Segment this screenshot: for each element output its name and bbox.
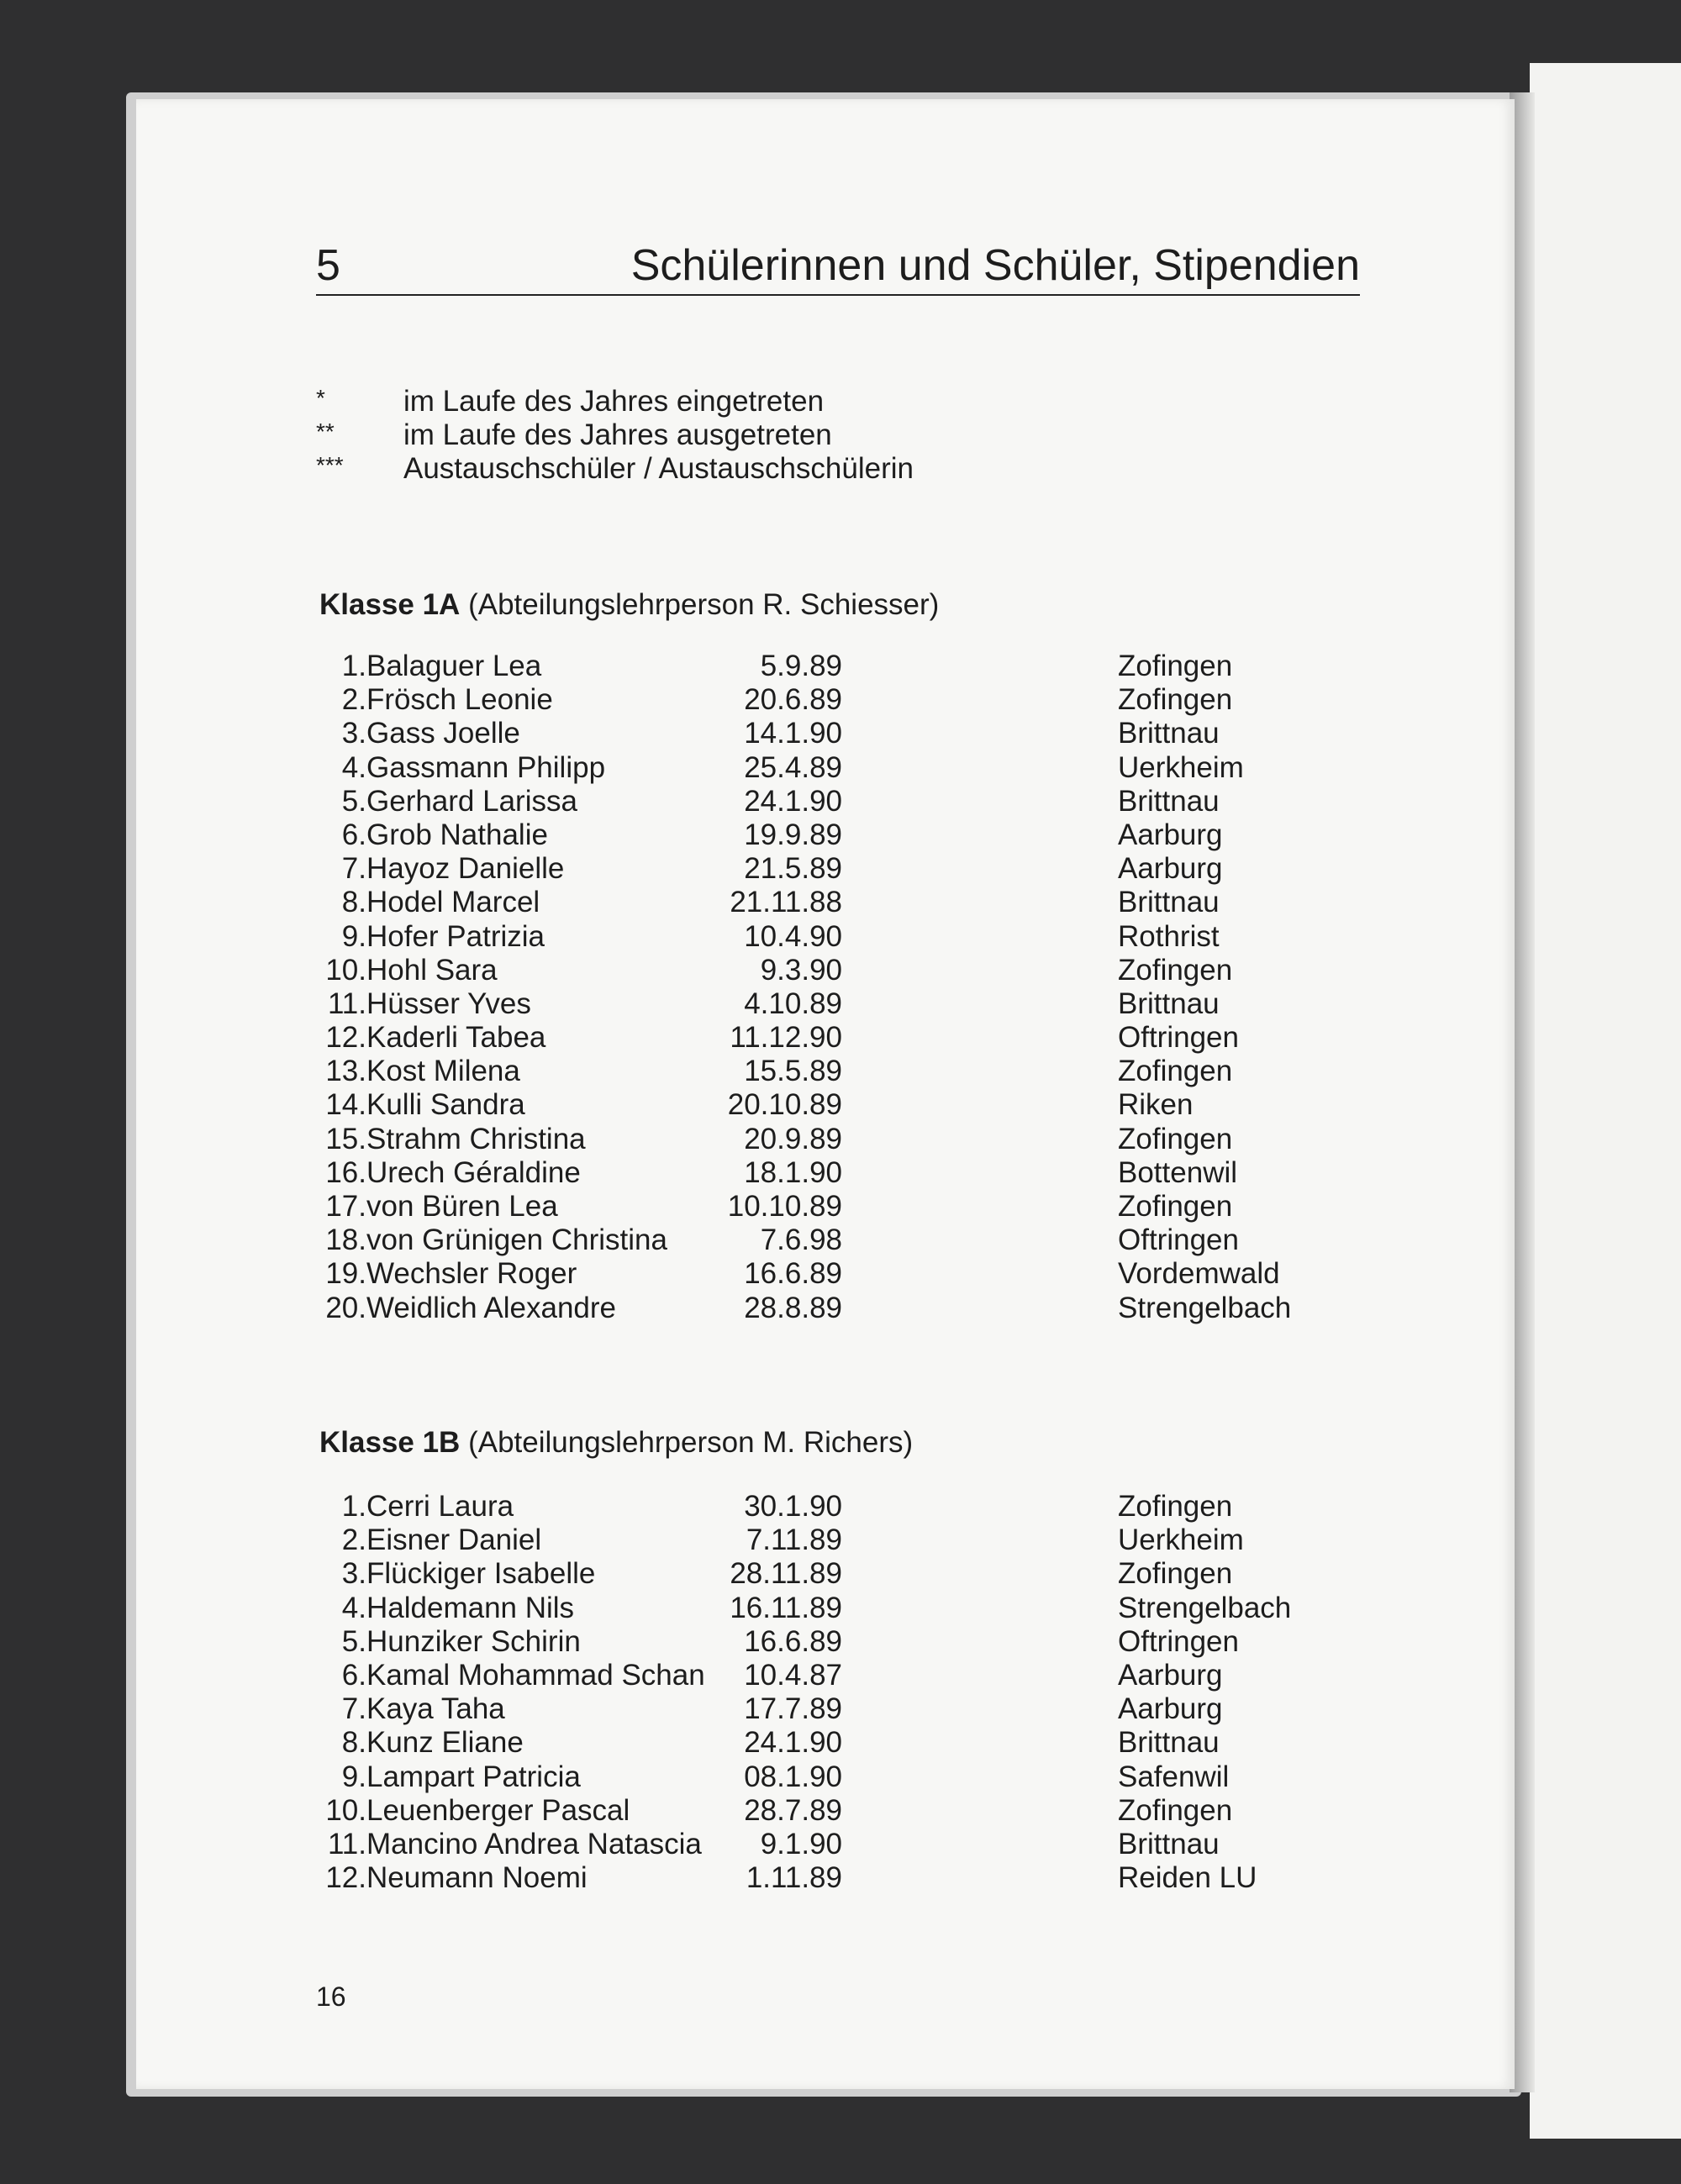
legend-text: im Laufe des Jahres eingetreten [403,385,825,418]
student-row [319,1625,1362,1659]
student-row [319,818,1362,852]
chapter-title: Schülerinnen und Schüler, Stipendien [630,241,1360,290]
home-town: Rothrist [1118,919,1220,953]
home-town: Riken [1118,1088,1194,1122]
birth-date: 16.6.89 [744,1624,842,1658]
student-row [319,1794,1362,1828]
class-1a-roster [319,650,1362,1325]
student-row [319,751,1362,785]
birth-date: 28.7.89 [744,1793,842,1827]
student-name: Kaya Taha [366,1692,505,1726]
student-name: Hofer Patrizia [366,919,545,953]
birth-date: 20.6.89 [744,683,842,717]
page-number: 16 [316,1981,346,2012]
home-town: Uerkheim [1118,750,1244,784]
student-number: 14. [325,1088,366,1122]
birth-date: 24.1.90 [744,784,842,818]
student-row [319,1088,1362,1122]
home-town: Oftringen [1118,1021,1239,1055]
student-name: Balaguer Lea [366,650,542,682]
class-1b-roster [319,1490,1362,1895]
student-row [319,683,1362,717]
chapter-number: 5 [316,241,340,290]
home-town: Zofingen [1118,1490,1233,1523]
student-name: von Büren Lea [366,1190,558,1223]
birth-date: 21.11.88 [730,886,842,919]
student-number: 10. [325,1793,366,1827]
student-name: Kaderli Tabea [366,1021,546,1055]
student-number: 6. [341,1658,366,1692]
birth-date: 15.5.89 [744,1055,842,1088]
birth-date: 20.9.89 [744,1122,842,1155]
student-row [319,852,1362,886]
student-number: 4. [341,750,366,784]
home-town: Aarburg [1118,818,1223,851]
class-1b-label: Klasse 1B [319,1426,461,1459]
birth-date: 5.9.89 [760,650,842,682]
birth-date: 9.1.90 [760,1827,842,1860]
student-number: 5. [341,784,366,818]
student-row [319,717,1362,750]
student-name: Kost Milena [366,1055,520,1088]
home-town: Oftringen [1118,1624,1239,1658]
birth-date: 20.10.89 [727,1088,842,1122]
student-row [319,1224,1362,1257]
birth-date: 28.8.89 [744,1291,842,1324]
birth-date: 7.6.98 [760,1224,842,1257]
student-name: Kunz Eliane [366,1726,524,1760]
student-row [319,886,1362,919]
student-row [319,1828,1362,1861]
birth-date: 10.4.90 [744,919,842,953]
home-town: Vordemwald [1118,1257,1280,1291]
student-row [319,650,1362,683]
birth-date: 30.1.90 [744,1490,842,1523]
student-name: Hunziker Schirin [366,1624,581,1658]
student-name: Gerhard Larissa [366,784,577,818]
student-row [319,1021,1362,1055]
birth-date: 9.3.90 [760,953,842,987]
student-row [319,1524,1362,1557]
home-town: Brittnau [1118,784,1220,818]
student-number: 8. [341,886,366,919]
legend-symbol: ** [316,418,335,445]
student-name: Mancino Andrea Natascia [366,1827,702,1860]
home-town: Zofingen [1118,683,1233,717]
student-name: Hodel Marcel [366,886,540,919]
home-town: Oftringen [1118,1224,1239,1257]
student-row [319,987,1362,1021]
student-number: 11. [327,1827,366,1860]
student-number: 9. [341,919,366,953]
facing-page-edge [1530,63,1681,2139]
student-row [319,1861,1362,1895]
student-number: 11. [327,987,366,1020]
student-number: 18. [325,1224,366,1257]
student-name: Lampart Patricia [366,1760,581,1793]
student-row [319,1292,1362,1325]
home-town: Uerkheim [1118,1524,1244,1557]
birth-date: 10.10.89 [727,1190,842,1223]
student-number: 1. [341,650,366,682]
chapter-header [316,235,1360,296]
home-town: Bottenwil [1118,1155,1238,1189]
legend-symbol: * [316,385,325,411]
student-name: Strahm Christina [366,1122,586,1155]
birth-date: 28.11.89 [730,1557,842,1591]
student-row [319,1490,1362,1524]
student-number: 12. [325,1021,366,1055]
student-number: 2. [341,683,366,717]
student-name: Weidlich Alexandre [366,1291,617,1324]
student-name: Hayoz Danielle [366,852,565,886]
home-town: Strengelbach [1118,1591,1292,1624]
student-row [319,1592,1362,1625]
student-number: 12. [325,1861,366,1895]
birth-date: 21.5.89 [744,852,842,886]
birth-date: 17.7.89 [744,1692,842,1726]
student-name: Wechsler Roger [366,1257,577,1291]
student-name: von Grünigen Christina [366,1224,667,1257]
student-name: Leuenberger Pascal [366,1793,630,1827]
student-number: 4. [341,1591,366,1624]
home-town: Reiden LU [1118,1861,1257,1895]
student-name: Hohl Sara [366,953,498,987]
student-number: 8. [341,1726,366,1760]
home-town: Zofingen [1118,953,1233,987]
student-number: 7. [341,852,366,886]
student-name: Gassmann Philipp [366,750,606,784]
home-town: Zofingen [1118,1190,1233,1223]
student-name: Haldemann Nils [366,1591,575,1624]
student-row [319,1190,1362,1224]
student-name: Frösch Leonie [366,683,553,717]
birth-date: 19.9.89 [744,818,842,851]
birth-date: 4.10.89 [744,987,842,1020]
student-number: 9. [341,1760,366,1793]
student-name: Kulli Sandra [366,1088,525,1122]
student-row [319,1156,1362,1190]
student-number: 16. [325,1155,366,1189]
home-town: Brittnau [1118,1827,1220,1860]
student-row [319,1726,1362,1760]
student-row [319,920,1362,954]
student-number: 5. [341,1624,366,1658]
home-town: Zofingen [1118,1055,1233,1088]
birth-date: 11.12.90 [730,1021,842,1055]
student-number: 19. [325,1257,366,1291]
birth-date: 7.11.89 [746,1524,842,1557]
birth-date: 14.1.90 [744,717,842,750]
student-row [319,1055,1362,1088]
student-number: 1. [341,1490,366,1523]
home-town: Safenwil [1118,1760,1230,1793]
student-row [319,1760,1362,1794]
home-town: Aarburg [1118,852,1223,886]
student-row [319,1123,1362,1156]
student-row [319,1692,1362,1726]
home-town: Brittnau [1118,987,1220,1020]
home-town: Brittnau [1118,1726,1220,1760]
birth-date: 16.6.89 [744,1257,842,1291]
student-name: Grob Nathalie [366,818,548,851]
legend-symbol: *** [316,452,344,478]
student-number: 3. [341,1557,366,1591]
home-town: Aarburg [1118,1658,1223,1692]
student-name: Urech Géraldine [366,1155,581,1189]
student-number: 17. [325,1190,366,1223]
birth-date: 08.1.90 [744,1760,842,1793]
legend-text: Austauschschüler / Austauschschülerin [403,452,914,485]
student-row [319,954,1362,987]
home-town: Strengelbach [1118,1291,1292,1324]
legend-text: im Laufe des Jahres ausgetreten [403,418,832,451]
student-name: Cerri Laura [366,1490,514,1523]
home-town: Brittnau [1118,886,1220,919]
student-number: 13. [325,1055,366,1088]
student-number: 3. [341,717,366,750]
birth-date: 24.1.90 [744,1726,842,1760]
birth-date: 10.4.87 [744,1658,842,1692]
student-name: Flückiger Isabelle [366,1557,596,1591]
student-number: 10. [325,953,366,987]
class-1b-teacher: (Abteilungslehrperson M. Richers) [468,1426,914,1459]
birth-date: 25.4.89 [744,750,842,784]
birth-date: 18.1.90 [744,1155,842,1189]
birth-date: 1.11.89 [746,1861,842,1895]
home-town: Aarburg [1118,1692,1223,1726]
student-number: 15. [325,1122,366,1155]
home-town: Zofingen [1118,1793,1233,1827]
student-name: Hüsser Yves [366,987,531,1020]
class-1a-label: Klasse 1A [319,588,461,621]
student-name: Eisner Daniel [366,1524,542,1557]
birth-date: 16.11.89 [730,1591,842,1624]
home-town: Brittnau [1118,717,1220,750]
student-row [319,785,1362,818]
student-name: Gass Joelle [366,717,520,750]
student-number: 6. [341,818,366,851]
student-row [319,1659,1362,1692]
student-row [319,1557,1362,1591]
student-name: Kamal Mohammad Schan [366,1658,705,1692]
student-name: Neumann Noemi [366,1861,588,1895]
student-number: 2. [341,1524,366,1557]
student-number: 7. [341,1692,366,1726]
home-town: Zofingen [1118,1557,1233,1591]
class-1a-teacher: (Abteilungslehrperson R. Schiesser) [468,588,940,621]
student-row [319,1257,1362,1291]
class-1a-heading [319,588,939,622]
student-number: 20. [325,1291,366,1324]
class-1b-heading [319,1426,913,1460]
home-town: Zofingen [1118,1122,1233,1155]
home-town: Zofingen [1118,650,1233,682]
